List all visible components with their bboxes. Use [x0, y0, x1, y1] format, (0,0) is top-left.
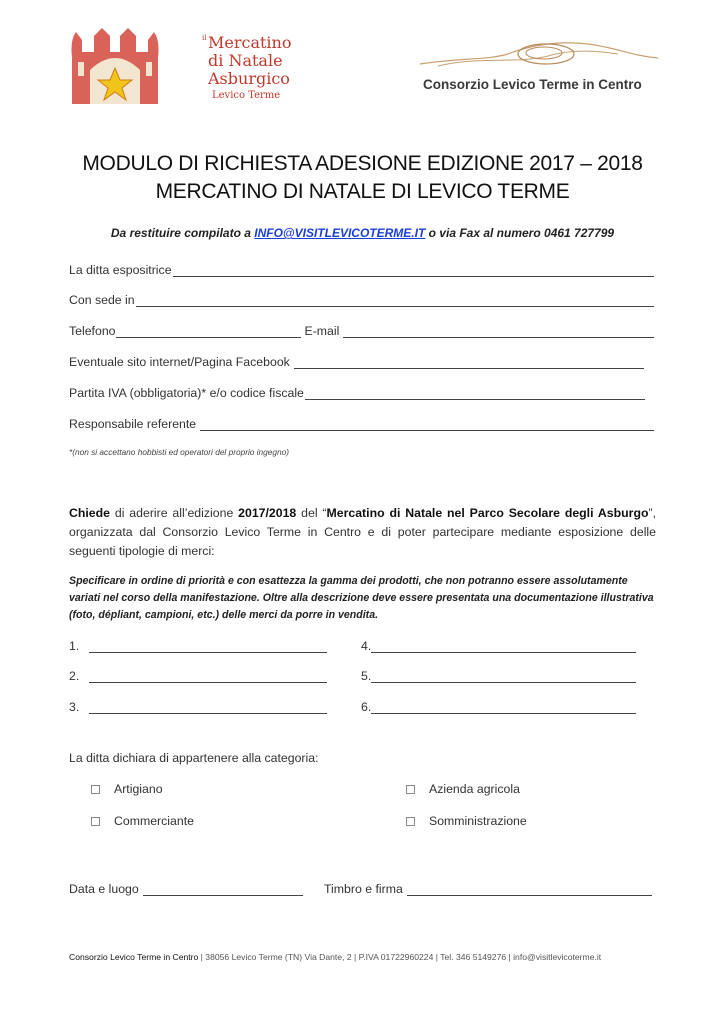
item-line[interactable]: [371, 701, 636, 714]
mercatino-logo: [64, 18, 304, 106]
field-telefono-label: Telefono: [69, 324, 116, 338]
item-line[interactable]: [89, 701, 327, 714]
page-footer: [69, 952, 601, 962]
category-option-label: Commerciante: [114, 814, 194, 828]
return-suffix: o via Fax al numero 0461 727799: [425, 226, 615, 240]
timbro-firma-label: Timbro e firma: [324, 882, 403, 896]
email-link[interactable]: INFO@VISITLEVICOTERME.IT: [254, 226, 426, 240]
timbro-firma-line[interactable]: [407, 883, 652, 896]
event-name: Mercatino di Natale nel Parco Secolare degli Asburgo: [326, 506, 649, 520]
field-responsabile[interactable]: [69, 417, 654, 431]
footer-company: Consorzio Levico Terme in Centro: [69, 952, 199, 962]
checkbox-icon[interactable]: [91, 785, 100, 794]
consorzio-name: Consorzio Levico Terme in Centro: [423, 77, 642, 92]
return-prefix: Da restituire compilato a: [110, 226, 255, 240]
category-label: La ditta dichiara di appartenere alla categoria:: [69, 751, 319, 765]
field-sede-line[interactable]: [136, 294, 654, 307]
category-azienda-agricola[interactable]: [406, 782, 520, 796]
product-item-5[interactable]: [361, 669, 636, 683]
item-number: 5.: [361, 669, 372, 683]
field-sito-line[interactable]: [294, 356, 644, 369]
item-number: 4.: [361, 639, 372, 653]
item-line[interactable]: [371, 640, 636, 653]
specification-instructions: Specificare in ordine di priorità e con esattezza la gamma dei prodotti, che non potranno essere assolutamente variati nel corso della manifestazione. Oltre alla descrizione deve essere presentata una documentazione illustrativa (foto, dépliant, campioni, etc.) delle merci da porre in vendita.: [69, 575, 654, 621]
field-sito[interactable]: [69, 355, 644, 369]
item-line[interactable]: [89, 670, 327, 683]
field-telefono-line[interactable]: [116, 325, 301, 338]
field-sito-label: Eventuale sito internet/Pagina Facebook: [69, 355, 290, 369]
field-piva[interactable]: [69, 386, 645, 400]
item-line[interactable]: [89, 640, 327, 653]
field-timbro-firma[interactable]: [324, 882, 652, 896]
return-instructions: [0, 226, 725, 240]
field-piva-label: Partita IVA (obbligatoria)* e/o codice fiscale: [69, 386, 304, 400]
product-item-3[interactable]: [69, 700, 327, 714]
form-title-line2: MERCATINO DI NATALE DI LEVICO TERME: [155, 180, 570, 203]
field-piva-line[interactable]: [305, 387, 645, 400]
checkbox-icon[interactable]: [406, 817, 415, 826]
swirl-icon: [418, 36, 663, 76]
logo-natale: di Natale: [208, 51, 283, 70]
field-data-luogo[interactable]: [69, 882, 303, 896]
data-luogo-line[interactable]: [143, 883, 303, 896]
category-option-label: Artigiano: [114, 782, 163, 796]
item-number: 2.: [69, 669, 80, 683]
castle-star-icon: [64, 18, 304, 106]
edition-label: 2017/2018: [238, 506, 297, 520]
request-paragraph: [69, 504, 656, 561]
logo-asburgico: Asburgico: [208, 69, 290, 88]
category-somministrazione[interactable]: [406, 814, 527, 828]
category-artigiano[interactable]: [91, 782, 163, 796]
item-number: 3.: [69, 700, 80, 714]
item-number: 1.: [69, 639, 80, 653]
category-commerciante[interactable]: [91, 814, 194, 828]
footer-details: | 38056 Levico Terme (TN) Via Dante, 2 | P.IVA 01722960224 | Tel. 346 5149276 | info@visitlevicoterme.it: [198, 952, 602, 962]
checkbox-icon[interactable]: [406, 785, 415, 794]
logo-mercatino: Mercatino: [208, 33, 292, 52]
field-sede[interactable]: [69, 293, 654, 307]
product-item-1[interactable]: [69, 639, 327, 653]
logo-il: il: [202, 34, 207, 42]
field-email-line[interactable]: [343, 325, 654, 338]
chiede-word: Chiede: [69, 506, 110, 520]
field-email-label: E-mail: [304, 324, 340, 338]
category-option-label: Azienda agricola: [429, 782, 520, 796]
category-option-label: Somministrazione: [429, 814, 527, 828]
item-line[interactable]: [371, 670, 636, 683]
form-title-line1: MODULO DI RICHIESTA ADESIONE EDIZIONE 2017 – 2018: [82, 152, 643, 175]
field-responsabile-label: Responsabile referente: [69, 417, 197, 431]
field-ditta-label: La ditta espositrice: [69, 263, 172, 277]
field-contacts: [69, 324, 654, 338]
field-responsabile-line[interactable]: [200, 418, 654, 431]
field-ditta-line[interactable]: [173, 264, 654, 277]
product-item-4[interactable]: [361, 639, 636, 653]
consorzio-logo: [418, 36, 663, 96]
checkbox-icon[interactable]: [91, 817, 100, 826]
hobbyist-note: *(non si accettano hobbisti ed operatori del proprio ingegno): [69, 447, 290, 457]
item-number: 6.: [361, 700, 372, 714]
request-text-1: di aderire all’edizione: [110, 506, 239, 520]
data-luogo-label: Data e luogo: [69, 882, 139, 896]
field-sede-label: Con sede in: [69, 293, 135, 307]
logo-levico: Levico Terme: [212, 90, 281, 101]
request-text-3: ”, organizzata dal Consorzio Levico Terme in Centro e di poter partecipare mediante esposizione delle seguenti tipologie di merci:: [69, 506, 656, 558]
product-item-6[interactable]: [361, 700, 636, 714]
product-item-2[interactable]: [69, 669, 327, 683]
request-text-2: del “: [296, 506, 327, 520]
field-ditta[interactable]: [69, 263, 654, 277]
